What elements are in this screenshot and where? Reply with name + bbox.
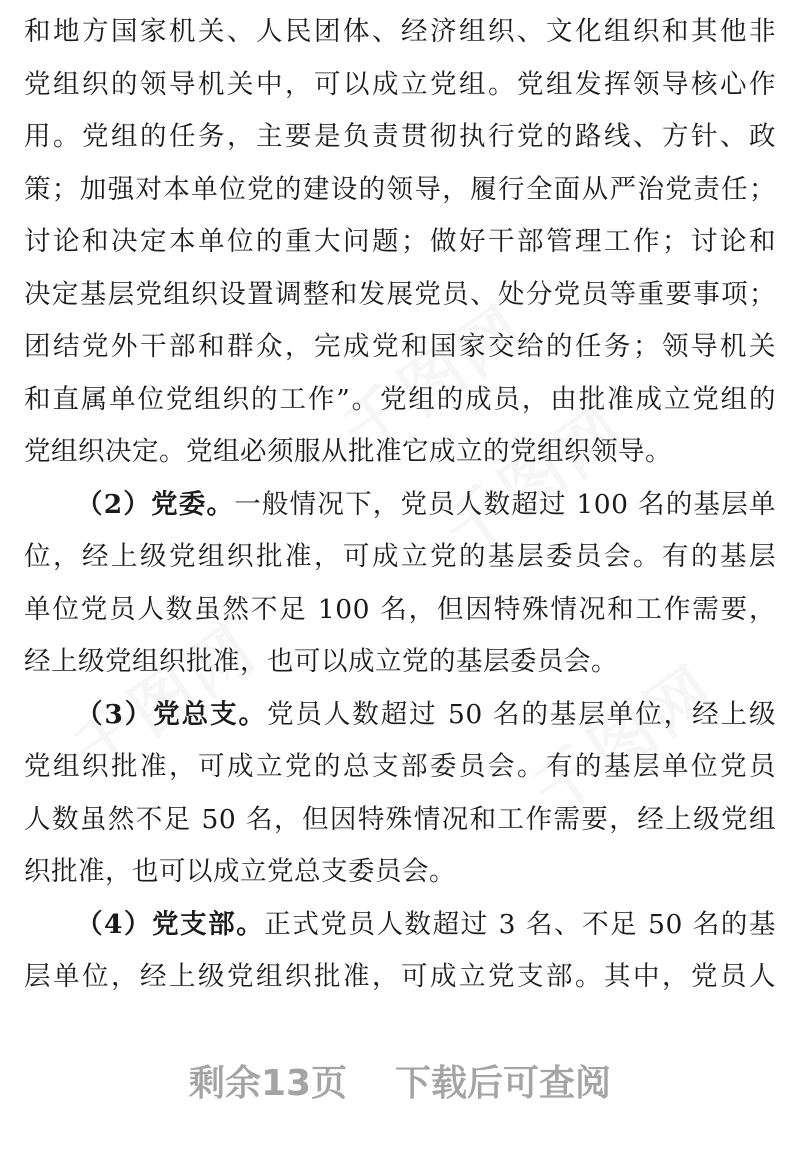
text-line: 织批准，也可以成立党总支委员会。 [24, 856, 456, 887]
text-line: 决定基层党组织设置调整和发展党员、处分党员等重要事项； [24, 278, 776, 310]
text-line: 和地方国家机关、人民团体、经济组织、文化组织和其他非 [24, 16, 776, 47]
section-first-line [24, 689, 776, 742]
remaining-pages-label: 剩余13页 [188, 1063, 348, 1104]
section-first-line [24, 479, 776, 532]
text-line: 人数虽然不足 50 名，但因特殊情况和工作需要，经上级党组 [24, 803, 776, 835]
section-party-committee [24, 479, 776, 689]
section-heading: （2）党委。 [76, 488, 235, 520]
section-party-branch [24, 899, 776, 1004]
section-heading: （3）党总支。 [76, 698, 267, 730]
download-prompt-banner[interactable] [0, 1055, 800, 1106]
section-heading: （4）党支部。 [76, 908, 265, 940]
text-line: 和直属单位党组织的工作”。党组的成员，由批准成立党组的 [24, 383, 776, 415]
text-line: 党组织决定。党组必须服从批准它成立的党组织领导。 [24, 436, 672, 467]
text-line: 层单位，经上级党组织批准，可成立党支部。其中，党员人 [24, 961, 776, 992]
text-line: 用。党组的任务，主要是负责贯彻执行党的路线、方针、政 [24, 121, 776, 152]
section-text: 正式党员人数超过 3 名、不足 50 名的基 [264, 908, 776, 940]
text-line: 党组织的领导机关中，可以成立党组。党组发挥领导核心作 [24, 68, 776, 100]
section-text: 一般情况下，党员人数超过 100 名的基层单 [234, 488, 776, 520]
text-line: 单位党员人数虽然不足 100 名，但因特殊情况和工作需要， [24, 593, 776, 625]
text-line: 经上级党组织批准，也可以成立党的基层委员会。 [24, 646, 618, 677]
section-first-line [24, 899, 776, 952]
text-line: 党组织批准，可成立党的总支部委员会。有的基层单位党员 [24, 751, 776, 782]
text-line: 团结党外干部和群众，完成党和国家交给的任务；领导机关 [24, 331, 776, 362]
section-text: 党员人数超过 50 名的基层单位，经上级 [267, 698, 776, 730]
paragraph-party-group [24, 6, 776, 479]
text-line: 策；加强对本单位党的建设的领导，履行全面从严治党责任； [24, 173, 776, 205]
section-general-branch [24, 689, 776, 899]
download-to-read-label: 下载后可查阅 [395, 1063, 612, 1104]
text-line: 位，经上级党组织批准，可成立党的基层委员会。有的基层 [24, 541, 776, 572]
text-line: 讨论和决定本单位的重大问题；做好干部管理工作；讨论和 [24, 226, 776, 257]
document-body [24, 6, 776, 1004]
